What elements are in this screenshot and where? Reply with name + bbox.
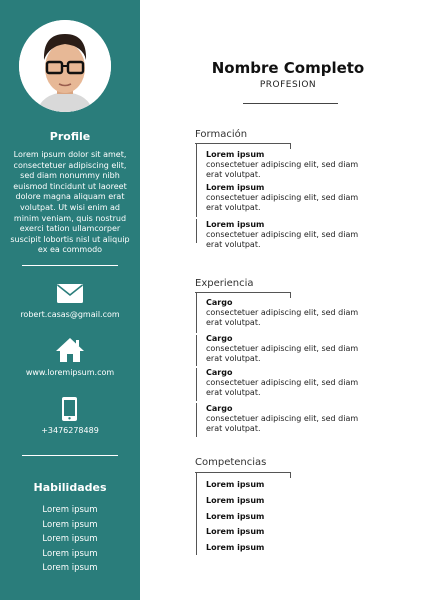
section-bar: [196, 473, 197, 555]
formacion-entry: [206, 150, 366, 180]
section-rule: [290, 472, 291, 478]
formacion-entry: [206, 183, 366, 213]
skill-item: Lorem ipsum: [42, 505, 98, 515]
experiencia-entry: [206, 334, 366, 364]
competencia-item: Lorem ipsum: [206, 543, 265, 552]
entry-desc: consectetuer adipiscing elit, sed diam erat volutpat.: [206, 344, 359, 363]
experiencia-entry: [206, 404, 366, 434]
entry-desc: consectetuer adipiscing elit, sed diam erat volutpat.: [206, 378, 359, 397]
competencia-item: Lorem ipsum: [206, 527, 265, 536]
divider: [22, 455, 118, 456]
entry-title: Cargo: [206, 404, 233, 413]
experiencia-entry: [206, 298, 366, 328]
entry-title: Lorem ipsum: [206, 220, 265, 229]
section-rule: [195, 472, 291, 473]
website-text[interactable]: www.loremipsum.com: [25, 368, 115, 377]
competencia-item: Lorem ipsum: [206, 480, 265, 489]
section-bar: [196, 219, 197, 243]
section-rule: [290, 143, 291, 149]
profession: PROFESION: [259, 80, 317, 90]
entry-desc: consectetuer adipiscing elit, sed diam erat volutpat.: [206, 414, 359, 433]
profile-text: Lorem ipsum dolor sit amet, consectetuer adipiscing elit, sed diam nonummy nibh euismod tincidunt ut laoreet dolore magna aliquam erat volutpat. Ut wisi enim ad minim veniam, quis nostrud exerci tation ullamcorper suscipit lobortis nisl ut aliquip ex ea commodo: [10, 150, 130, 255]
entry-desc: consectetuer adipiscing elit, sed diam erat volutpat.: [206, 308, 359, 327]
phone-text: +3476278489: [41, 426, 99, 435]
section-bar: [196, 144, 197, 217]
competencia-item: Lorem ipsum: [206, 512, 265, 521]
entry-title: Lorem ipsum: [206, 150, 265, 159]
section-bar: [196, 335, 197, 366]
section-bar: [196, 293, 197, 333]
divider: [243, 103, 338, 104]
person-portrait: [19, 20, 111, 112]
skills-title: Habilidades: [33, 481, 107, 494]
entry-title: Cargo: [206, 298, 233, 307]
skill-item: Lorem ipsum: [42, 563, 98, 574]
entry-desc: consectetuer adipiscing elit, sed diam erat volutpat.: [206, 193, 359, 212]
section-title-experiencia: Experiencia: [195, 278, 254, 289]
skill-item: Lorem ipsum: [42, 534, 98, 545]
section-rule: [195, 143, 291, 144]
skill-item: Lorem ipsum: [42, 519, 98, 530]
phone-icon: [62, 397, 77, 421]
email-text[interactable]: robert.casas@gmail.com: [20, 310, 120, 319]
section-title-formacion: Formación: [195, 129, 248, 140]
section-rule: [195, 292, 291, 293]
envelope-icon: [57, 284, 83, 303]
profile-title: Profile: [49, 130, 91, 143]
entry-desc: consectetuer adipiscing elit, sed diam erat volutpat.: [206, 230, 359, 249]
formacion-entry: [206, 220, 366, 250]
entry-title: Cargo: [206, 334, 233, 343]
section-title-competencias: Competencias: [195, 457, 267, 468]
skills-list: [0, 503, 140, 576]
experiencia-entry: [206, 368, 366, 398]
entry-title: Cargo: [206, 368, 233, 377]
profile-photo: [19, 20, 111, 112]
home-icon: [55, 337, 85, 363]
competencia-item: Lorem ipsum: [206, 496, 265, 505]
section-bar: [196, 368, 197, 401]
divider: [22, 265, 118, 266]
entry-desc: consectetuer adipiscing elit, sed diam erat volutpat.: [206, 160, 359, 179]
sidebar: [0, 0, 140, 600]
entry-title: Lorem ipsum: [206, 183, 265, 192]
skill-item: Lorem ipsum: [42, 548, 98, 559]
full-name: Nombre Completo: [211, 59, 365, 77]
section-bar: [196, 403, 197, 437]
